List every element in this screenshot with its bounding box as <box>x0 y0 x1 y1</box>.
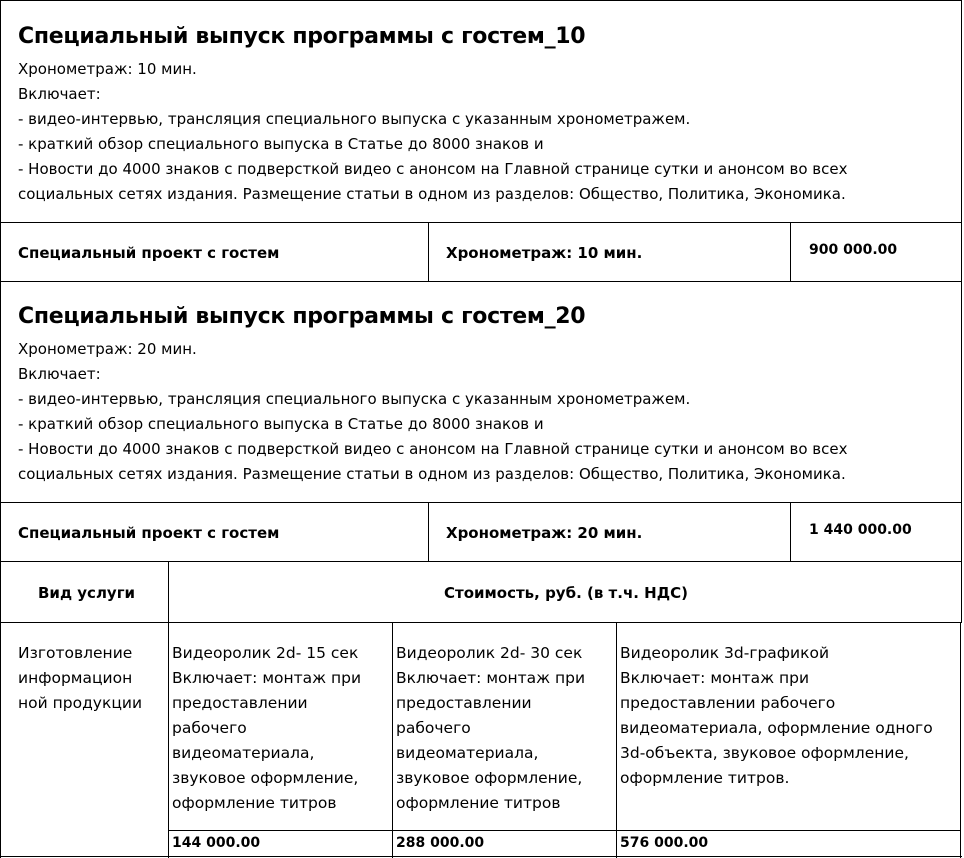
col2-line: Видеоролик 2d- 30 сек <box>396 644 583 662</box>
service-line: информацион <box>18 669 133 687</box>
col2-line: видеоматериала, <box>396 744 539 762</box>
col2-description <box>396 641 585 816</box>
col2-line: Включает: монтаж при <box>396 669 586 687</box>
divider <box>0 561 962 562</box>
col2-line: оформление титров <box>396 794 561 812</box>
divider <box>616 622 617 858</box>
block1-line: Хронометраж: 10 мин. <box>18 60 197 78</box>
header-service: Вид услуги <box>38 584 136 602</box>
col3-line: 3d-объекта, звуковое оформление, <box>620 744 909 762</box>
border-left <box>0 0 1 858</box>
col3-description <box>620 641 933 791</box>
block1-text <box>18 57 848 207</box>
col1-line: звуковое оформление, <box>172 769 359 787</box>
divider <box>428 502 429 561</box>
divider <box>168 622 169 858</box>
col1-line: Видеоролик 2d- 15 сек <box>172 644 359 662</box>
service-line: Изготовление <box>18 644 133 662</box>
row2-name: Специальный проект с гостем <box>18 524 280 542</box>
col2-line: звуковое оформление, <box>396 769 583 787</box>
block2-line: - видео-интервью, трансляция специального выпуска с указанным хронометражем. <box>18 390 691 408</box>
col1-line: видеоматериала, <box>172 744 315 762</box>
row2-duration: Хронометраж: 20 мин. <box>446 524 643 542</box>
block2-line: социальных сетях издания. Размещение статьи в одном из разделов: Общество, Политика, Экономика. <box>18 465 846 483</box>
block2-line: Включает: <box>18 365 101 383</box>
block2-line: - Новости до 4000 знаков с подверсткой видео с анонсом на Главной странице сутки и анонсом во всех <box>18 440 848 458</box>
col3-line: предоставлении рабочего <box>620 694 836 712</box>
col1-description <box>172 641 361 816</box>
divider <box>0 281 962 282</box>
divider <box>960 622 961 858</box>
col2-line: предоставлении <box>396 694 532 712</box>
service-line: ной продукции <box>18 694 143 712</box>
block1-title: Специальный выпуск программы с гостем_10 <box>18 24 586 49</box>
row1-name: Специальный проект с гостем <box>18 244 280 262</box>
price-cell: 576 000.00 <box>620 835 709 851</box>
divider <box>0 222 962 223</box>
border-right <box>961 0 962 622</box>
price-cell: 144 000.00 <box>172 835 261 851</box>
block1-line: Включает: <box>18 85 101 103</box>
col2-line: рабочего <box>396 719 471 737</box>
divider <box>0 502 962 503</box>
row2-price: 1 440 000.00 <box>809 522 912 538</box>
col3-line: оформление титров. <box>620 769 790 787</box>
col3-line: видеоматериала, оформление одного <box>620 719 933 737</box>
divider <box>168 561 169 623</box>
block1-line: - Новости до 4000 знаков с подверсткой видео с анонсом на Главной странице сутки и анонсом во всех <box>18 160 848 178</box>
divider <box>392 622 393 858</box>
col1-line: оформление титров <box>172 794 337 812</box>
block2-line: - краткий обзор специального выпуска в Статье до 8000 знаков и <box>18 415 544 433</box>
block1-line: социальных сетях издания. Размещение статьи в одном из разделов: Общество, Политика, Экономика. <box>18 185 846 203</box>
col1-line: предоставлении <box>172 694 308 712</box>
border-bottom <box>0 856 962 857</box>
col3-line: Видеоролик 3d-графикой <box>620 644 830 662</box>
header-cost: Стоимость, руб. (в т.ч. НДС) <box>444 584 688 602</box>
row1-duration: Хронометраж: 10 мин. <box>446 244 643 262</box>
price-cell: 288 000.00 <box>396 835 485 851</box>
block2-line: Хронометраж: 20 мин. <box>18 340 197 358</box>
divider <box>0 622 962 623</box>
col1-line: рабочего <box>172 719 247 737</box>
col1-line: Включает: монтаж при <box>172 669 362 687</box>
divider <box>790 502 791 561</box>
divider <box>428 222 429 281</box>
border-top <box>0 0 962 1</box>
block2-title: Специальный выпуск программы с гостем_20 <box>18 304 586 329</box>
divider <box>168 830 961 831</box>
row1-price: 900 000.00 <box>809 242 898 258</box>
service-cell <box>18 641 142 716</box>
block1-line: - видео-интервью, трансляция специального выпуска с указанным хронометражем. <box>18 110 691 128</box>
block1-line: - краткий обзор специального выпуска в Статье до 8000 знаков и <box>18 135 544 153</box>
col3-line: Включает: монтаж при <box>620 669 810 687</box>
block2-text <box>18 337 848 487</box>
divider <box>790 222 791 281</box>
